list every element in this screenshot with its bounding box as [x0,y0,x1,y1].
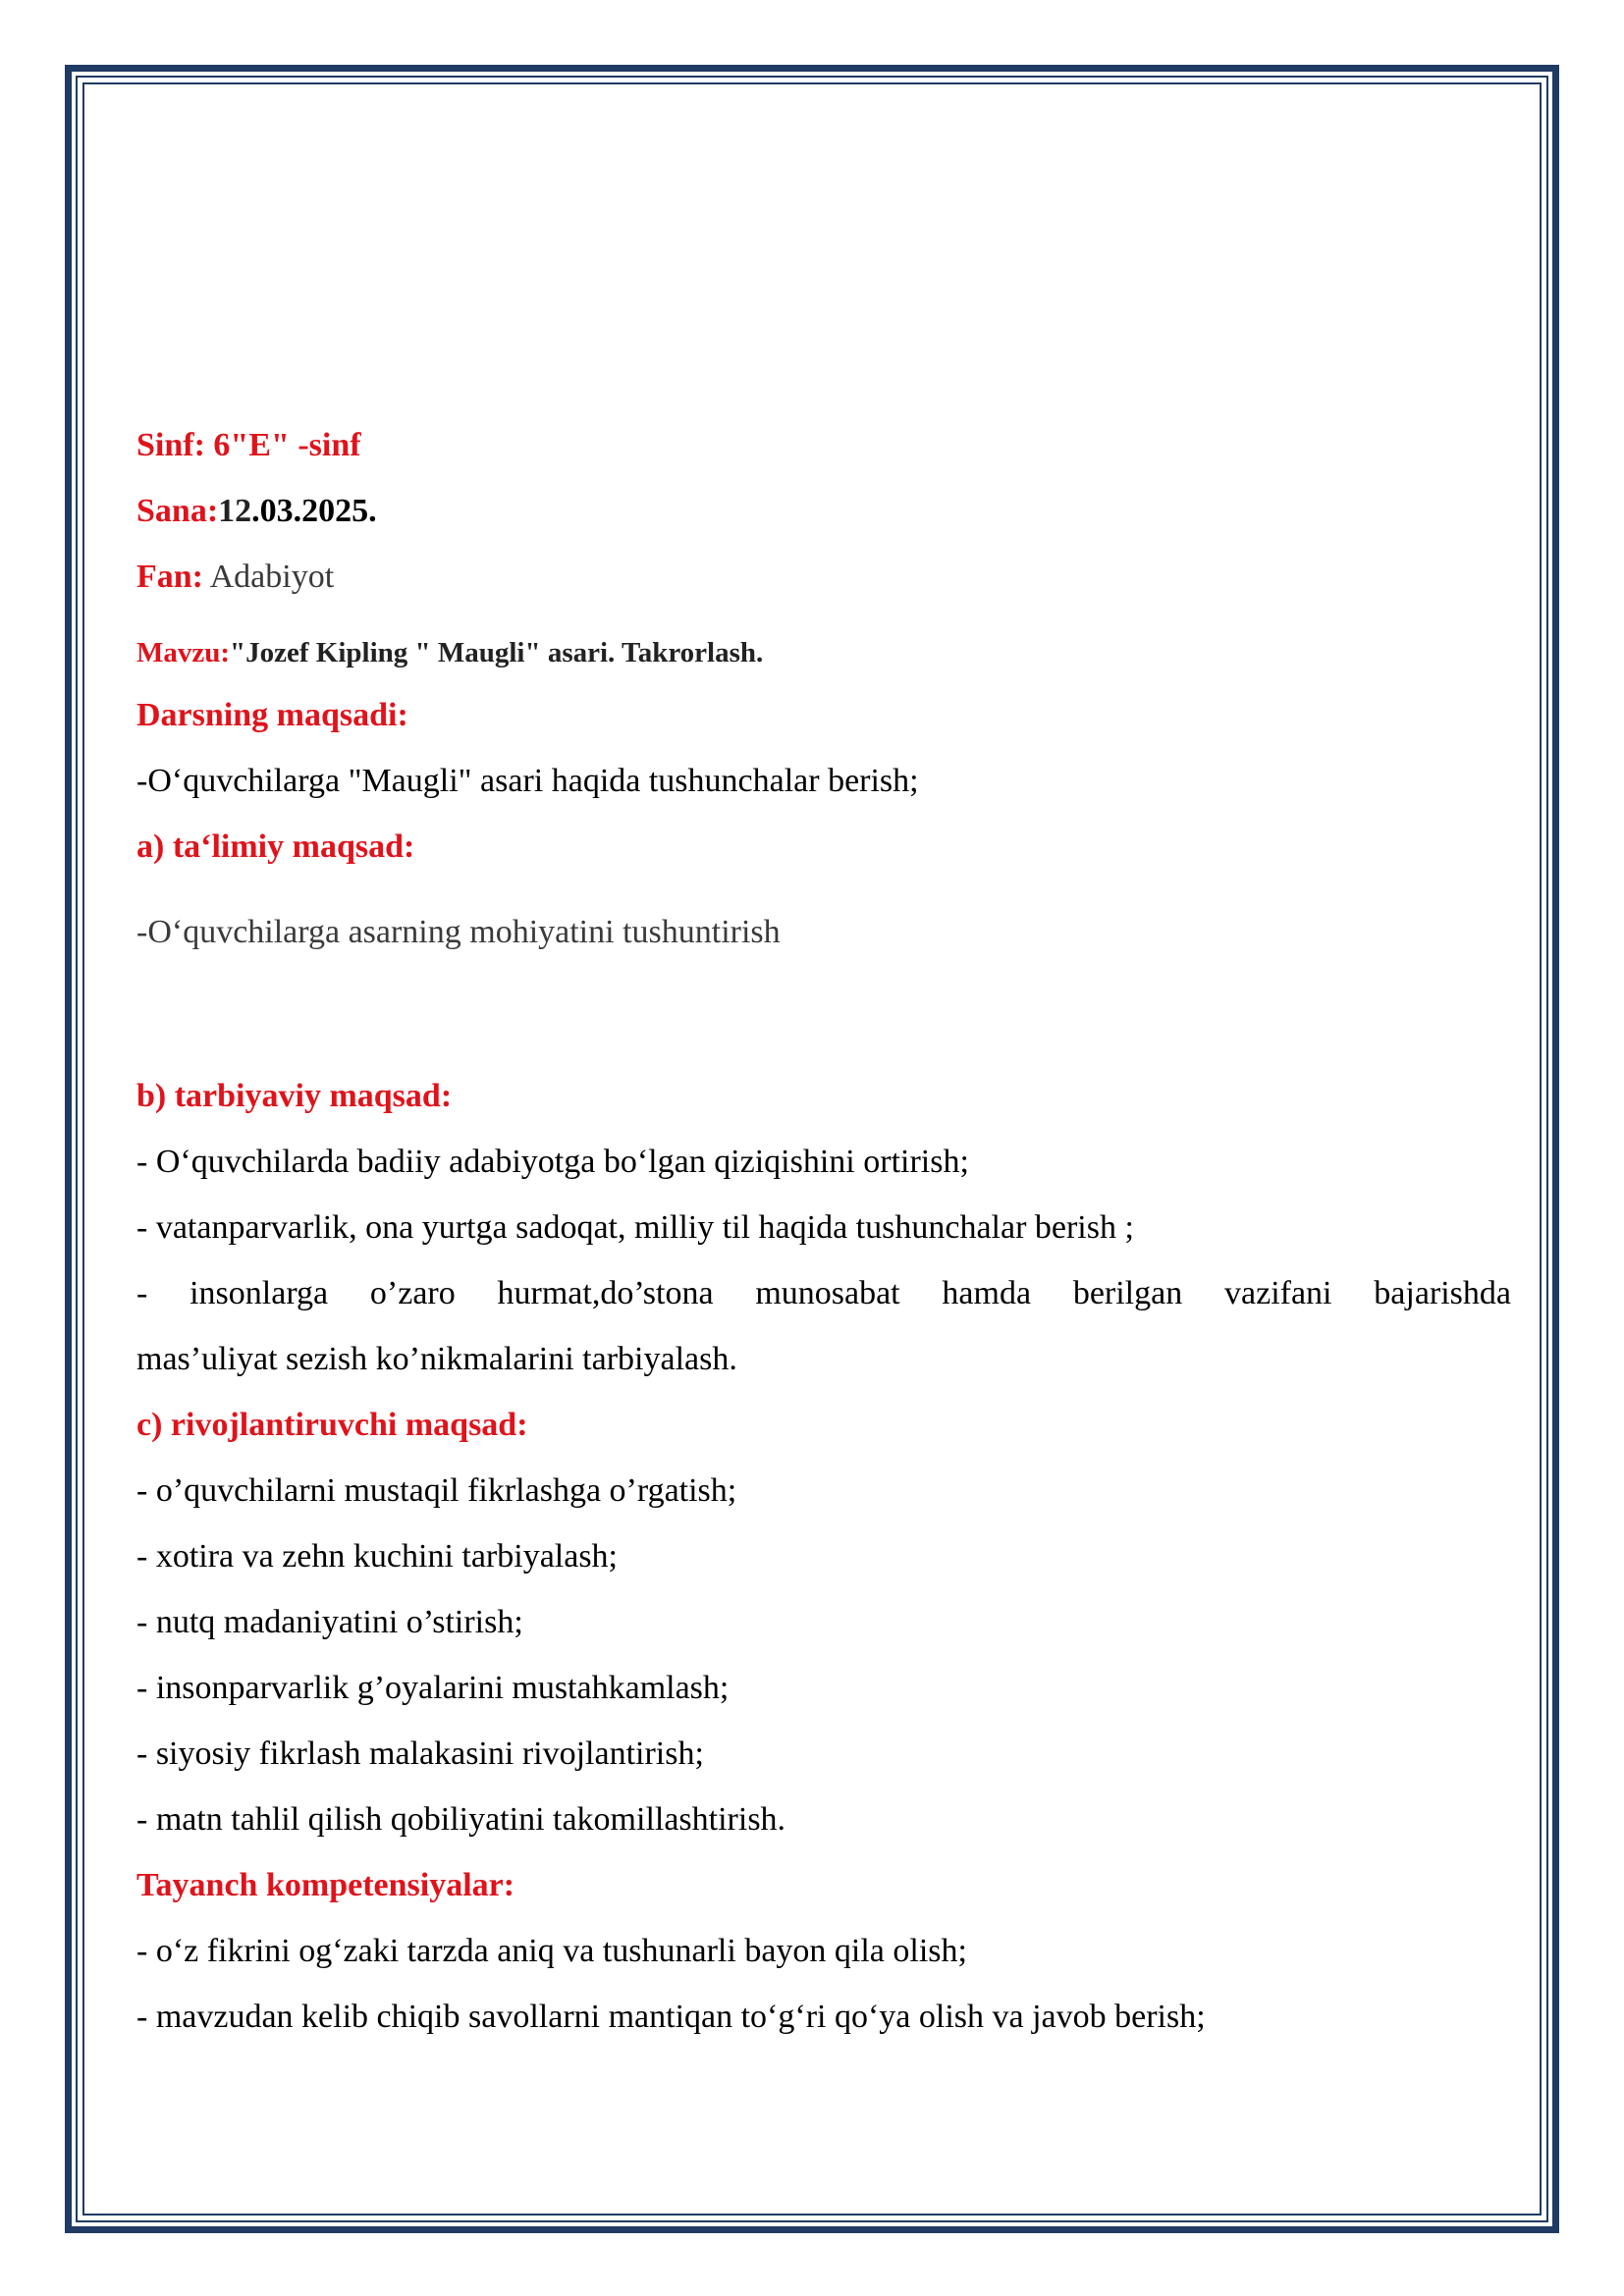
class-line [136,412,1511,478]
upbringing-goal-heading: b) tarbiyaviy maqsad: [136,1078,453,1114]
subject-line [136,544,1511,610]
date-value-rest: .03.2025. [251,493,377,529]
date-value-day: 12 [218,493,252,529]
topic-line [136,627,1511,678]
developmental-goal-item: - matn tahlil qilish qobiliyatini takomillashtirish. [136,1801,786,1838]
date-label: Sana: [136,493,219,529]
class-value: 6"E" -sinf [204,427,361,463]
developmental-goal-item: - nutq madaniyatini o’stirish; [136,1604,523,1640]
upbringing-goal-item-continued: mas’uliyat sezish ko’nikmalarini tarbiyalash. [136,1341,737,1377]
class-label: Sinf: [136,427,205,463]
developmental-goal-item: - o’quvchilarni mustaqil fikrlashga o’rgatish; [136,1472,737,1509]
developmental-goal-item: - xotira va zehn kuchini tarbiyalash; [136,1538,618,1575]
developmental-goal-heading: c) rivojlantiruvchi maqsad: [136,1407,528,1443]
upbringing-goal-item: - O‘quvchilarda badiiy adabiyotga bo‘lgan qiziqishini ortirish; [136,1144,969,1180]
developmental-goal-item: - siyosiy fikrlash malakasini rivojlantirish; [136,1735,704,1772]
topic-label: Mavzu: [136,637,231,668]
date-line [136,478,1511,544]
subject-value: Adabiyot [203,559,335,595]
goals-heading: Darsning maqsadi: [136,697,408,733]
educational-goal-heading: a) ta‘limiy maqsad: [136,828,415,865]
goals-intro: -O‘quvchilarga "Maugli" asari haqida tushunchalar berish; [136,763,919,799]
subject-label: Fan: [136,559,203,595]
upbringing-goal-item: - insonlarga o’zaro hurmat,do’stona munosabat hamda berilgan vazifani bajarishda [136,1275,1511,1311]
competency-item: - mavzudan kelib chiqib savollarni mantiqan to‘g‘ri qo‘ya olish va javob berish; [136,1999,1206,2035]
competency-item: - o‘z fikrini og‘zaki tarzda aniq va tushunarli bayon qila olish; [136,1933,967,1969]
educational-goal-item: -O‘quvchilarga asarning mohiyatini tushuntirish [136,914,781,950]
topic-value: "Jozef Kipling " Maugli" asari. Takrorlash. [230,637,764,668]
developmental-goal-item: - insonparvarlik g’oyalarini mustahkamlash; [136,1670,730,1706]
competencies-heading: Tayanch kompetensiyalar: [136,1867,515,1903]
upbringing-goal-item: - vatanparvarlik, ona yurtga sadoqat, milliy til haqida tushunchalar berish ; [136,1209,1134,1246]
document-body [136,412,1511,2050]
